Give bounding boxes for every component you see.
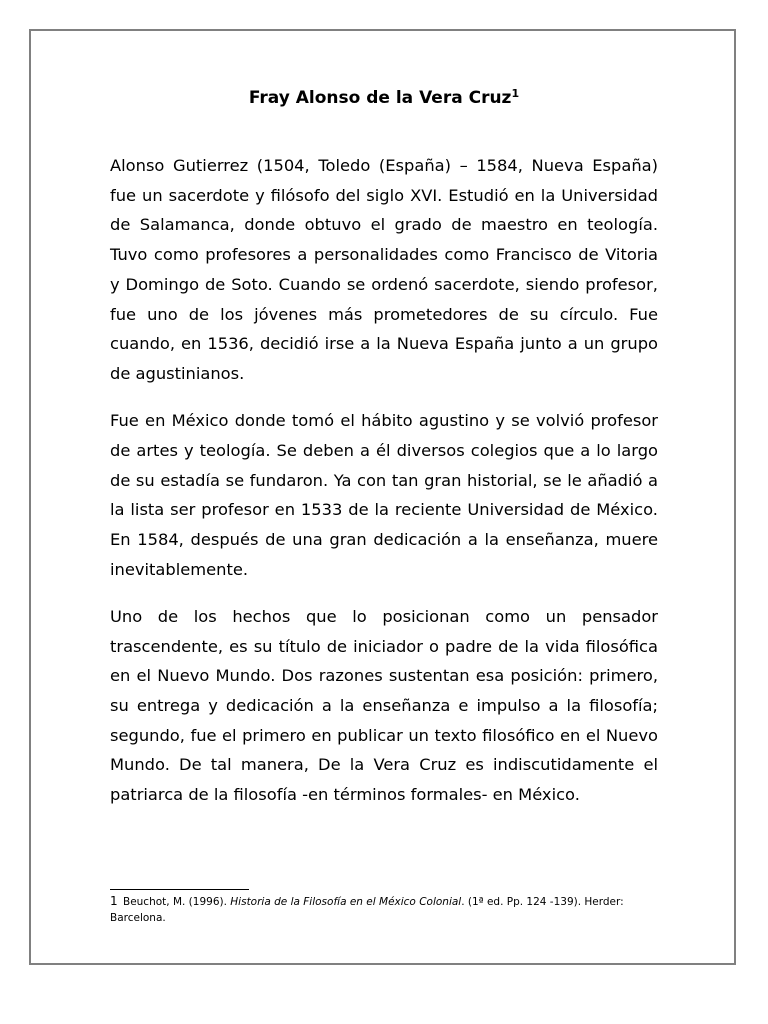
footnote-work-title: Historia de la Filosofía en el México Colonial xyxy=(230,896,462,908)
title-footnote-mark: 1 xyxy=(511,87,520,100)
paragraph-3: Uno de los hechos que lo posicionan como un pensador trascendente, es su título de iniciador o padre de la vida filosófica en el Nuevo Mundo. Dos razones sustentan esa posición: primero, su entrega y dedicación a la enseñanza e impulso a la filosofía; segundo, fue el primero en publicar un texto filosófico en el Nuevo Mundo. De tal manera, De la Vera Cruz es indiscutidamente el patriarca de la filosofía -en términos formales- en México. xyxy=(110,606,658,805)
footnote-author: Beuchot, M. (1996). xyxy=(122,896,231,908)
footnote xyxy=(110,893,658,926)
title-text: Fray Alonso de la Vera Cruz xyxy=(248,88,512,108)
body-text xyxy=(110,151,658,827)
footnote-separator xyxy=(110,889,249,890)
footnote-number: 1 xyxy=(110,894,118,908)
paragraph-1: Alonso Gutierrez (1504, Toledo (España) – 1584, Nueva España) fue un sacerdote y filósofo del siglo XVI. Estudió en la Universidad de Salamanca, donde obtuvo el grado de maestro en teología. Tuvo como profesores a personalidades como Francisco de Vitoria y Domingo de Soto. Cuando se ordenó sacerdote, siendo profesor, fue uno de los jóvenes más prometedores de su círculo. Fue cuando, en 1536, decidió irse a la Nueva España junto a un grupo de agustinianos. xyxy=(110,156,658,383)
paragraph-2: Fue en México donde tomó el hábito agustino y se volvió profesor de artes y teología. Se deben a él diversos colegios que a lo largo de su estadía se fundaron. Ya con tan gran historial, se le añadió a la lista ser profesor en 1533 de la reciente Universidad de México. En 1584, después de una gran dedicación a la enseñanza, muere inevitablemente. xyxy=(110,411,658,579)
footnote-details: . (1ª ed. Pp. 124 -139). Herder: Barcelona. xyxy=(110,896,624,924)
page-title xyxy=(0,87,768,108)
